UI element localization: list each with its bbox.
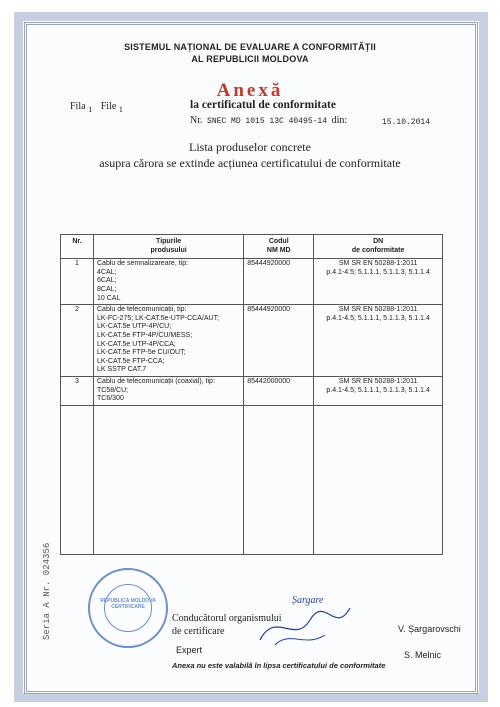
header-cod-text-1: Codul	[268, 238, 289, 245]
nr-label: Nr.	[190, 115, 203, 126]
header-line-2: AL REPUBLICII MOLDOVA	[191, 54, 309, 64]
table-row	[61, 305, 443, 377]
header-dn-text-1: DN	[373, 238, 384, 245]
document-title: Anexă	[216, 80, 284, 101]
product-line: TC58/CU;	[97, 386, 129, 394]
empty-cell	[314, 405, 443, 554]
row-code: 85444920000	[244, 259, 314, 305]
certificate-number: SNEC MD 1015 13C 40495-14	[207, 117, 328, 126]
header-tip-text-1: Tipurile	[156, 238, 182, 245]
head-name: V. Șargarovschi	[398, 624, 461, 634]
row-nr: 1	[61, 259, 94, 305]
header-cod	[244, 235, 314, 259]
table-empty-row	[61, 405, 443, 554]
official-seal	[88, 568, 168, 648]
head-title-1: Conducătorul organismului	[172, 613, 282, 624]
row-code: 85444920000	[244, 305, 314, 377]
products-table	[60, 234, 443, 555]
table-header-row	[61, 235, 443, 259]
row-product	[94, 305, 244, 377]
list-title-1: Lista produselor concrete	[189, 140, 311, 154]
certificate-number-row	[190, 115, 347, 126]
header-nr	[61, 235, 94, 259]
fila-value: 1	[88, 105, 93, 114]
dn-line: p.4.1-4.5; 5.1.1.1, 5.1.1.3, 5.1.1.4	[326, 314, 430, 322]
product-line: Cablu de telecomunicații, tip:	[97, 306, 187, 314]
product-line: LK-CAT.5e UTP-4P/CCA;	[97, 340, 176, 348]
dn-line: SM SR EN 50288-1:2011	[338, 377, 418, 385]
fila-label: Fila	[70, 101, 86, 112]
serial-number: Seria A Nr. 024356	[42, 542, 52, 640]
header-tip	[94, 235, 244, 259]
row-dn	[314, 376, 443, 405]
seal-text: REPUBLICA MOLDOVA CERTIFICARE	[100, 598, 156, 610]
table-row	[61, 376, 443, 405]
expert-name: S. Melnic	[404, 650, 442, 660]
dn-line: SM SR EN 50288-1:2011	[338, 260, 418, 268]
header-tip-text-2: produsului	[150, 246, 187, 254]
validity-note: Anexa nu este valabilă în lipsa certificatului de conformitate	[172, 661, 386, 670]
row-nr: 2	[61, 305, 94, 377]
product-line: 10 CAL	[97, 294, 121, 302]
header-dn-text-2: de conformitate	[351, 246, 405, 254]
row-product	[94, 376, 244, 405]
header-cod-text-2: NM MD	[266, 246, 291, 254]
row-nr: 3	[61, 376, 94, 405]
product-line: 6CAL;	[97, 277, 117, 285]
product-line: LK-FC-275; LK-CAT.5e-UTP-CCA/AUT;	[97, 314, 220, 322]
product-line: TC6/300	[97, 395, 124, 403]
product-line: LK-CAT.5e FTP-CCA;	[97, 357, 165, 365]
product-line: Cablu de telecomunicații (coaxial), tip:	[97, 377, 215, 385]
product-line: LK SSTP CAT.7	[97, 366, 147, 374]
empty-cell	[94, 405, 244, 554]
row-dn	[314, 305, 443, 377]
fila-row	[70, 101, 123, 114]
date-label: din:	[331, 115, 348, 126]
header-dn	[314, 235, 443, 259]
product-line: Cablu de semnalizareare, tip:	[97, 260, 189, 268]
empty-cell	[244, 405, 314, 554]
dn-line: p.4.1-4.5; 5.1.1.1, 5.1.1.3, 5.1.1.4	[326, 268, 430, 276]
product-line: 4CAL;	[97, 268, 117, 276]
row-dn	[314, 259, 443, 305]
table-row	[61, 259, 443, 305]
row-code: 85442000000	[244, 376, 314, 405]
certificate-date: 15.10.2014	[382, 118, 431, 127]
file-label: File	[100, 101, 117, 112]
product-line: 8CAL;	[97, 285, 117, 293]
dn-line: p.4.1-4.5; 5.1.1.1, 5.1.1.3, 5.1.1.4	[326, 386, 430, 394]
list-title-2: asupra cărora se extinde acțiunea certificatului de conformitate	[99, 156, 401, 170]
product-line: LK-CAT.5e UTP-4P/CU;	[97, 323, 172, 331]
header-nr-text: Nr.	[72, 238, 82, 245]
head-title-2: de certificare	[172, 626, 225, 637]
head-signature: Șargare	[292, 595, 324, 606]
header-line-1: SISTEMUL NAȚIONAL DE EVALUARE A CONFORMITĂȚII	[124, 42, 376, 52]
expert-label: Expert	[176, 645, 203, 655]
product-line: LK-CAT.5e FTP-5e CU/OUT;	[97, 349, 186, 357]
subtitle: la certificatul de conformitate	[190, 99, 336, 111]
signature-scribble	[255, 600, 375, 650]
product-line: LK-CAT.5e FTP-4P/CU/MESS;	[97, 331, 193, 339]
file-value: 1	[118, 105, 123, 114]
empty-cell	[61, 405, 94, 554]
row-product	[94, 259, 244, 305]
dn-line: SM SR EN 50288-1:2011	[338, 306, 418, 314]
